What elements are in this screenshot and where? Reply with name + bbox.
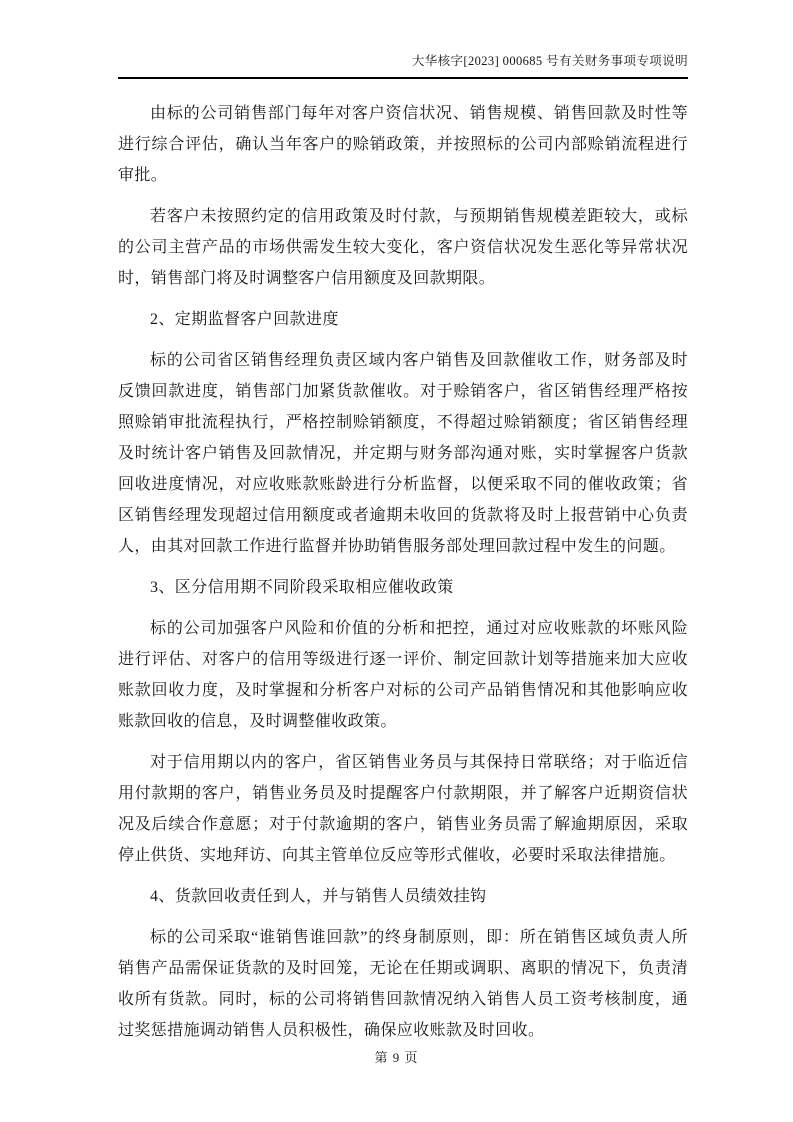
- paragraph-responsibility-performance: 标的公司采取“谁销售谁回款”的终身制原则，即：所在销售区域负责人所销售产品需保证货款的及时回笼，无论在任期或调职、离职的情况下，负责清收所有货款。同时，标的公司将销售回款情况纳入销售人员工资考核制度，通过奖惩措施调动销售人员积极性，确保应收账款及时回收。: [118, 929, 688, 1039]
- document-body: [118, 79, 688, 1046]
- paragraph-collection-monitoring: 标的公司省区销售经理负责区域内客户销售及回款催收工作，财务部及时反馈回款进度，销售部门加紧货款催收。对于赊销客户，省区销售经理严格按照赊销审批流程执行，严格控制赊销额度，不得超过赊销额度；省区销售经理及时统计客户销售及回款情况，并定期与财务部沟通对账，实时掌握客户货款回收进度情况，对应收账款账龄进行分析监督，以便采取不同的催收政策；省区销售经理发现超过信用额度或者逾期未收回的货款将及时上报营销中心负责人，由其对回款工作进行监督并协助销售服务部处理回款过程中发生的问题。: [118, 352, 688, 555]
- heading-section-3: 3、区分信用期不同阶段采取相应催收政策: [150, 579, 454, 596]
- paragraph-credit-period-policies: 对于信用期以内的客户，省区销售业务员与其保持日常联络；对于临近信用付款期的客户，销售业务员及时提醒客户付款期限，并了解客户近期资信状况及后续合作意愿；对于付款逾期的客户，销售业务员需了解逾期原因，采取停止供货、实地拜访、向其主管单位反应等形式催收，必要时采取法律措施。: [118, 754, 688, 864]
- paragraph-risk-analysis: 标的公司加强客户风险和价值的分析和把控，通过对应收账款的坏账风险进行评估、对客户的信用等级进行逐一评价、制定回款计划等措施来加大应收账款回收力度，及时掌握和分析客户对标的公司产品销售情况和其他影响应收账款回收的信息，及时调整催收政策。: [118, 620, 688, 730]
- heading-section-2: 2、定期监督客户回款进度: [150, 311, 339, 328]
- heading-section-4: 4、货款回收责任到人，并与销售人员绩效挂钩: [150, 888, 487, 905]
- paragraph-credit-adjustment: 若客户未按照约定的信用政策及时付款，与预期销售规模差距较大，或标的公司主营产品的市场供需发生较大变化，客户资信状况发生恶化等异常状况时，销售部门将及时调整客户信用额度及回款期限。: [118, 208, 688, 287]
- paragraph-credit-evaluation: 由标的公司销售部门每年对客户资信状况、销售规模、销售回款及时性等进行综合评估，确认当年客户的赊销政策，并按照标的公司内部赊销流程进行审批。: [118, 105, 688, 184]
- page-header-reference: 大华核字[2023] 000685 号有关财务事项专项说明: [118, 54, 688, 79]
- page-number: 第 9 页: [374, 1050, 419, 1065]
